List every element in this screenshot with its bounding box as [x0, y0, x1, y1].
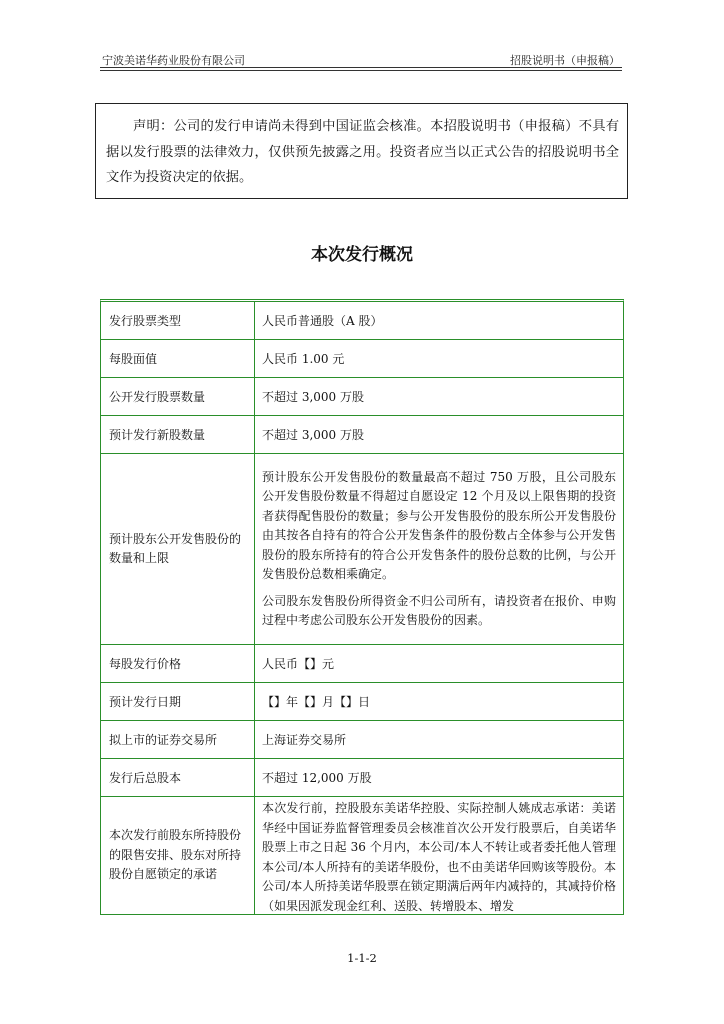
row-value: 不超过 3,000 万股 — [262, 427, 364, 442]
row-label: 每股发行价格 — [101, 645, 255, 682]
section-title: 本次发行概况 — [311, 245, 413, 265]
disclaimer-box — [95, 103, 628, 199]
row-label: 预计发行日期 — [101, 683, 255, 720]
row-label: 拟上市的证券交易所 — [101, 721, 255, 758]
table-row — [101, 683, 623, 721]
row-label: 预计发行新股数量 — [101, 416, 255, 453]
table-row — [101, 302, 623, 340]
table-row — [101, 454, 623, 645]
header-doc-type: 招股说明书（申报稿） — [510, 54, 620, 67]
table-row — [101, 416, 623, 454]
table-row — [101, 797, 623, 915]
row-label: 发行股票类型 — [101, 302, 255, 339]
disclaimer-text: 声明：公司的发行申请尚未得到中国证监会核准。本招股说明书（申报稿）不具有据以发行股票的法律效力，仅供预先披露之用。投资者应当以正式公告的招股说明书全文作为投资决定的依据。 — [106, 119, 619, 185]
row-label: 本次发行前股东所持股份的限售安排、股东对所持股份自愿锁定的承诺 — [101, 797, 255, 914]
table-row — [101, 645, 623, 683]
table-row — [101, 721, 623, 759]
page-number: 1-1-2 — [347, 951, 377, 965]
row-value-paragraph: 本次发行前，控股股东美诺华控股、实际控制人姚成志承诺：美诺华经中国证券监督管理委员会核准首次公开发行股票后，自美诺华股票上市之日起 36 个月内，本公司/本人不转让或者委托他人管理本公司/本人所持有的美诺华股份，也不由美诺华回购该等股份。本公司/本人所持美诺华股票在锁定期满后两年内减持的，其减持价格（如果因派发现金红利、送股、转增股本、增发 — [262, 801, 616, 913]
row-value-paragraph: 公司股东发售股份所得资金不归公司所有，请投资者在报价、申购过程中考虑公司股东公开发售股份的因素。 — [262, 593, 616, 627]
row-value: 人民币【】元 — [262, 656, 335, 671]
row-value: 人民币 1.00 元 — [262, 351, 345, 366]
table-row — [101, 759, 623, 797]
row-label: 公开发行股票数量 — [101, 378, 255, 415]
row-value: 不超过 3,000 万股 — [262, 389, 364, 404]
row-label: 每股面值 — [101, 340, 255, 377]
row-label: 预计股东公开发售股份的数量和上限 — [101, 454, 255, 644]
row-value: 人民币普通股（A 股） — [262, 313, 383, 328]
row-value: 【】年【】月【】日 — [262, 694, 371, 709]
table-row — [101, 340, 623, 378]
header-company: 宁波美诺华药业股份有限公司 — [102, 54, 245, 67]
row-label: 发行后总股本 — [101, 759, 255, 796]
offering-summary-table — [100, 299, 624, 915]
row-value: 不超过 12,000 万股 — [262, 770, 372, 785]
header-rule-thick — [100, 67, 622, 68]
row-value: 上海证券交易所 — [262, 732, 347, 747]
row-value — [255, 454, 623, 644]
row-value-paragraph: 预计股东公开发售股份的数量最高不超过 750 万股，且公司股东公开发售股份数量不得超过自愿设定 12 个月及以上限售期的投资者获得配售股份的数量；参与公开发售股份的股东所公开发售股份由其按各自持有的符合公开发售条件的股份数占全体参与公开发售股份的股东所持有的符合公开发售条件的股份总数的比例，与公开发售股份总数相乘确定。 — [262, 469, 616, 581]
table-row — [101, 378, 623, 416]
header-rule-thin — [100, 70, 622, 71]
row-value — [255, 797, 623, 914]
